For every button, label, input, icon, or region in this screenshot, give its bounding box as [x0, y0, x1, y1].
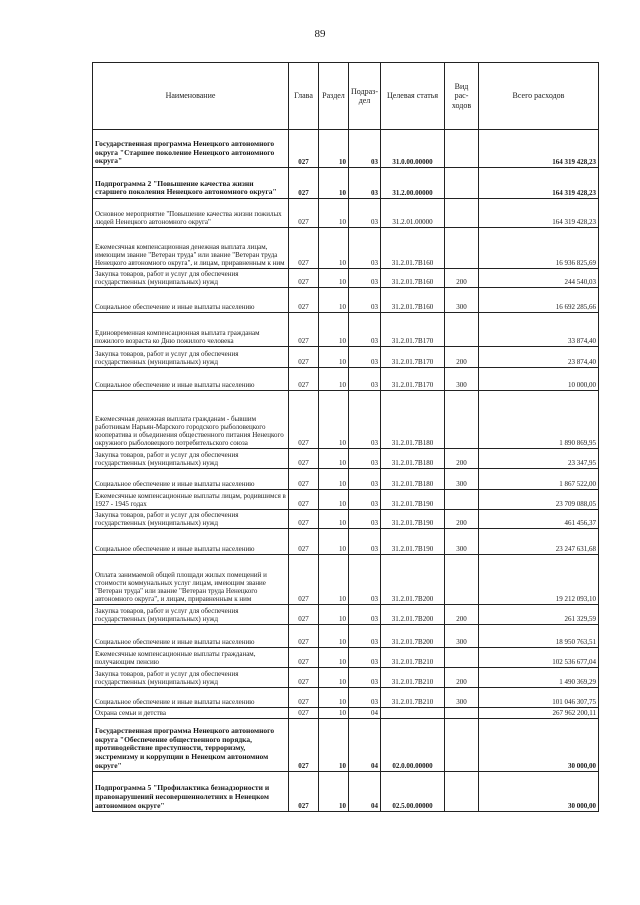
row-type: 200 [445, 510, 479, 529]
row-total: 1 490 369,29 [479, 668, 599, 688]
header-subsection: Подраз-дел [349, 63, 381, 130]
row-chapter: 027 [289, 605, 319, 625]
row-name: Социальное обеспечение и иные выплаты населению [93, 368, 289, 391]
row-chapter: 027 [289, 449, 319, 469]
table-row [93, 168, 599, 199]
row-target: 31.2.01.7В190 [381, 529, 445, 555]
table-row [93, 772, 599, 812]
row-total: 267 962 200,11 [479, 708, 599, 719]
row-name: Социальное обеспечение и иные выплаты населению [93, 288, 289, 313]
row-target: 31.2.01.7В170 [381, 313, 445, 347]
row-subsection: 03 [349, 168, 381, 199]
table-row [93, 199, 599, 228]
row-name: Государственная программа Ненецкого автономного округа "Старшее поколение Ненецкого автономного округа" [93, 130, 289, 168]
row-section: 10 [319, 490, 349, 510]
row-type [445, 555, 479, 605]
row-chapter: 027 [289, 168, 319, 199]
row-target: 31.2.01.7В180 [381, 449, 445, 469]
row-total: 30 000,00 [479, 772, 599, 812]
row-chapter: 027 [289, 668, 319, 688]
row-type: 200 [445, 347, 479, 368]
table-body [93, 130, 599, 812]
row-subsection: 03 [349, 688, 381, 708]
row-section: 10 [319, 555, 349, 605]
row-total: 16 936 825,69 [479, 228, 599, 269]
row-target: 31.0.00.00000 [381, 130, 445, 168]
row-section: 10 [319, 449, 349, 469]
row-section: 10 [319, 708, 349, 719]
row-chapter: 027 [289, 688, 319, 708]
row-total: 18 950 763,51 [479, 625, 599, 648]
row-name: Закупка товаров, работ и услуг для обеспечения государственных (муниципальных) нужд [93, 510, 289, 529]
table-row [93, 490, 599, 510]
row-subsection: 03 [349, 269, 381, 288]
row-subsection: 04 [349, 719, 381, 772]
header-section: Раздел [319, 63, 349, 130]
row-total: 101 046 307,75 [479, 688, 599, 708]
table-row [93, 555, 599, 605]
row-total: 16 692 285,66 [479, 288, 599, 313]
row-section: 10 [319, 510, 349, 529]
row-total: 102 536 677,04 [479, 648, 599, 668]
table-row [93, 510, 599, 529]
row-subsection: 03 [349, 449, 381, 469]
row-total: 23 347,95 [479, 449, 599, 469]
table-row [93, 668, 599, 688]
row-target: 02.5.00.00000 [381, 772, 445, 812]
row-name: Закупка товаров, работ и услуг для обеспечения государственных (муниципальных) нужд [93, 449, 289, 469]
row-name: Закупка товаров, работ и услуг для обеспечения государственных (муниципальных) нужд [93, 269, 289, 288]
row-subsection: 03 [349, 668, 381, 688]
row-type [445, 490, 479, 510]
row-name: Охрана семьи и детства [93, 708, 289, 719]
row-section: 10 [319, 668, 349, 688]
row-target [381, 708, 445, 719]
row-total: 23 247 631,68 [479, 529, 599, 555]
row-section: 10 [319, 368, 349, 391]
row-subsection: 03 [349, 469, 381, 490]
table-row [93, 648, 599, 668]
row-subsection: 03 [349, 368, 381, 391]
row-target: 31.2.01.7В160 [381, 228, 445, 269]
row-chapter: 027 [289, 288, 319, 313]
row-name: Закупка товаров, работ и услуг для обеспечения государственных (муниципальных) нужд [93, 605, 289, 625]
row-type: 200 [445, 605, 479, 625]
row-subsection: 03 [349, 490, 381, 510]
row-subsection: 03 [349, 347, 381, 368]
row-section: 10 [319, 391, 349, 449]
row-chapter: 027 [289, 199, 319, 228]
row-total: 244 540,03 [479, 269, 599, 288]
row-section: 10 [319, 269, 349, 288]
row-type [445, 130, 479, 168]
row-chapter: 027 [289, 469, 319, 490]
table-row [93, 469, 599, 490]
row-total: 1 867 522,00 [479, 469, 599, 490]
row-total: 261 329,59 [479, 605, 599, 625]
row-subsection: 03 [349, 199, 381, 228]
row-type [445, 391, 479, 449]
header-chapter: Глава [289, 63, 319, 130]
table-row [93, 130, 599, 168]
row-name: Оплата занимаемой общей площади жилых помещений и стоимости коммунальных услуг лицам, имеющим звание "Ветеран труда" или звание "Ветеран труда Ненецкого автономного округа", и лицам, приравненным к ним [93, 555, 289, 605]
row-type [445, 228, 479, 269]
row-target: 31.2.01.7В170 [381, 368, 445, 391]
row-section: 10 [319, 625, 349, 648]
row-target: 31.2.01.7В200 [381, 605, 445, 625]
table-row [93, 708, 599, 719]
row-name: Подпрограмма 2 "Повышение качества жизни старшего поколения Ненецкого автономного округа" [93, 168, 289, 199]
row-chapter: 027 [289, 368, 319, 391]
row-chapter: 027 [289, 648, 319, 668]
row-chapter: 027 [289, 347, 319, 368]
row-section: 10 [319, 130, 349, 168]
row-name: Ежемесячные компенсационные выплаты лицам, родившимся в 1927 - 1945 годах [93, 490, 289, 510]
row-target: 31.2.01.7В210 [381, 668, 445, 688]
row-target: 31.2.01.7В200 [381, 555, 445, 605]
row-chapter: 027 [289, 510, 319, 529]
row-section: 10 [319, 228, 349, 269]
row-target: 31.2.01.7В160 [381, 269, 445, 288]
row-name: Государственная программа Ненецкого автономного округа "Обеспечение общественного порядка, противодействие преступности, терроризму, экстремизму и коррупции в Ненецком автономном округе" [93, 719, 289, 772]
row-subsection: 03 [349, 529, 381, 555]
row-chapter: 027 [289, 529, 319, 555]
row-total: 19 212 093,10 [479, 555, 599, 605]
table-row [93, 719, 599, 772]
row-subsection: 03 [349, 288, 381, 313]
row-total: 164 319 428,23 [479, 168, 599, 199]
row-total: 10 000,00 [479, 368, 599, 391]
header-type: Вид рас-ходов [445, 63, 479, 130]
row-subsection: 04 [349, 772, 381, 812]
row-name: Социальное обеспечение и иные выплаты населению [93, 529, 289, 555]
row-type [445, 313, 479, 347]
row-type: 200 [445, 269, 479, 288]
row-target: 31.2.01.00000 [381, 199, 445, 228]
budget-table [92, 62, 599, 812]
row-type: 200 [445, 449, 479, 469]
row-section: 10 [319, 288, 349, 313]
row-section: 10 [319, 529, 349, 555]
row-subsection: 03 [349, 605, 381, 625]
row-chapter: 027 [289, 228, 319, 269]
row-chapter: 027 [289, 625, 319, 648]
row-subsection: 03 [349, 228, 381, 269]
row-target: 31.2.01.7В170 [381, 347, 445, 368]
row-target: 02.0.00.00000 [381, 719, 445, 772]
row-total: 164 319 428,23 [479, 199, 599, 228]
row-target: 31.2.01.7В210 [381, 688, 445, 708]
table-row [93, 228, 599, 269]
row-name: Социальное обеспечение и иные выплаты населению [93, 688, 289, 708]
row-type: 300 [445, 469, 479, 490]
row-name: Ежемесячная денежная выплата гражданам - бывшим работникам Нарьян-Марского городского рыболовецкого кооператива и объединения общественного питания Ненецкого окружного рыболовецкого потребительского союза [93, 391, 289, 449]
row-section: 10 [319, 168, 349, 199]
header-total: Всего расходов [479, 63, 599, 130]
table-row [93, 391, 599, 449]
row-section: 10 [319, 772, 349, 812]
row-subsection: 03 [349, 313, 381, 347]
row-name: Ежемесячная компенсационная денежная выплата лицам, имеющим звание "Ветеран труда" или звание "Ветеран труда Ненецкого автономного округа", и лицам, приравненным к ним [93, 228, 289, 269]
row-total: 1 890 869,95 [479, 391, 599, 449]
row-type [445, 648, 479, 668]
row-type: 200 [445, 668, 479, 688]
row-target: 31.2.01.7В190 [381, 510, 445, 529]
row-chapter: 027 [289, 772, 319, 812]
table-row [93, 347, 599, 368]
table-row [93, 605, 599, 625]
row-name: Закупка товаров, работ и услуг для обеспечения государственных (муниципальных) нужд [93, 668, 289, 688]
row-name: Закупка товаров, работ и услуг для обеспечения государственных (муниципальных) нужд [93, 347, 289, 368]
row-section: 10 [319, 313, 349, 347]
row-type [445, 708, 479, 719]
row-chapter: 027 [289, 313, 319, 347]
row-subsection: 03 [349, 391, 381, 449]
row-subsection: 03 [349, 648, 381, 668]
row-total: 164 319 428,23 [479, 130, 599, 168]
row-chapter: 027 [289, 391, 319, 449]
row-name: Основное мероприятие "Повышение качества жизни пожилых людей Ненецкого автономного округа" [93, 199, 289, 228]
row-type: 300 [445, 688, 479, 708]
row-target: 31.2.01.7В180 [381, 391, 445, 449]
page-number: 89 [314, 28, 326, 40]
table-row [93, 368, 599, 391]
row-chapter: 027 [289, 719, 319, 772]
row-section: 10 [319, 719, 349, 772]
row-type [445, 168, 479, 199]
row-total: 33 874,40 [479, 313, 599, 347]
row-chapter: 027 [289, 555, 319, 605]
row-chapter: 027 [289, 269, 319, 288]
row-subsection: 03 [349, 555, 381, 605]
row-total: 461 456,37 [479, 510, 599, 529]
row-target: 31.2.01.7В160 [381, 288, 445, 313]
row-section: 10 [319, 688, 349, 708]
row-chapter: 027 [289, 708, 319, 719]
row-subsection: 04 [349, 708, 381, 719]
row-target: 31.2.01.7В210 [381, 648, 445, 668]
row-section: 10 [319, 605, 349, 625]
table-row [93, 313, 599, 347]
row-type [445, 719, 479, 772]
row-total: 23 874,40 [479, 347, 599, 368]
row-subsection: 03 [349, 510, 381, 529]
row-target: 31.2.00.00000 [381, 168, 445, 199]
row-chapter: 027 [289, 130, 319, 168]
row-target: 31.2.01.7В200 [381, 625, 445, 648]
table-row [93, 269, 599, 288]
table-header [93, 63, 599, 130]
row-type: 300 [445, 625, 479, 648]
row-section: 10 [319, 648, 349, 668]
row-target: 31.2.01.7В180 [381, 469, 445, 490]
row-subsection: 03 [349, 625, 381, 648]
row-type: 300 [445, 529, 479, 555]
row-subsection: 03 [349, 130, 381, 168]
row-type: 300 [445, 288, 479, 313]
table-row [93, 688, 599, 708]
header-target: Целевая статья [381, 63, 445, 130]
row-name: Подпрограмма 5 "Профилактика безнадзорности и правонарушений несовершеннолетних в Ненецком автономном округе" [93, 772, 289, 812]
header-name: Наименование [93, 63, 289, 130]
row-section: 10 [319, 469, 349, 490]
row-section: 10 [319, 347, 349, 368]
row-total: 23 709 088,05 [479, 490, 599, 510]
row-type: 300 [445, 368, 479, 391]
row-section: 10 [319, 199, 349, 228]
row-chapter: 027 [289, 490, 319, 510]
table-row [93, 288, 599, 313]
row-name: Социальное обеспечение и иные выплаты населению [93, 625, 289, 648]
table-row [93, 625, 599, 648]
table-row [93, 529, 599, 555]
row-type [445, 199, 479, 228]
row-name: Социальное обеспечение и иные выплаты населению [93, 469, 289, 490]
row-total: 30 000,00 [479, 719, 599, 772]
row-target: 31.2.01.7В190 [381, 490, 445, 510]
row-name: Ежемесячные компенсационные выплаты гражданам, получающим пенсию [93, 648, 289, 668]
row-type [445, 772, 479, 812]
row-name: Единовременная компенсационная выплата гражданам пожилого возраста ко Дню пожилого человека [93, 313, 289, 347]
table-row [93, 449, 599, 469]
